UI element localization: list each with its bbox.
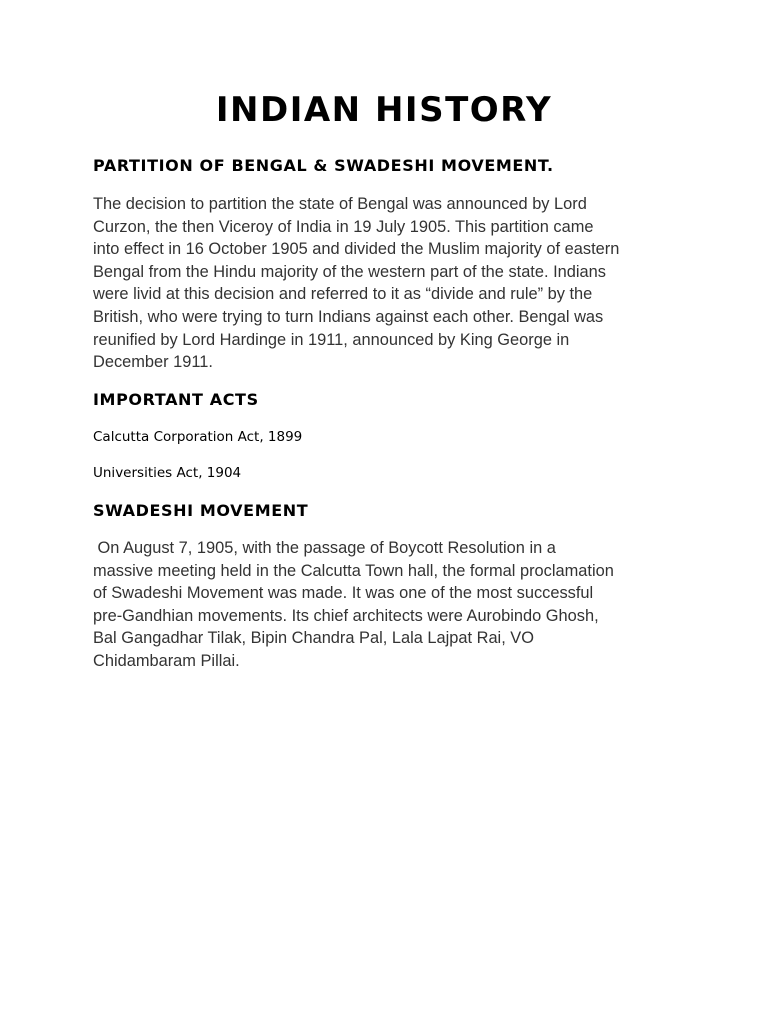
paragraph-line: reunified by Lord Hardinge in 1911, announced by King George in	[93, 330, 570, 349]
partition-paragraph	[93, 193, 683, 374]
paragraph-line: Bal Gangadhar Tilak, Bipin Chandra Pal, Lala Lajpat Rai, VO	[93, 629, 534, 648]
section-heading-partition-of-bengal: PARTITION OF BENGAL & SWADESHI MOVEMENT.	[93, 156, 554, 175]
paragraph-line: British, who were trying to turn Indians against each other. Bengal was	[93, 307, 604, 326]
paragraph-line: massive meeting held in the Calcutta Town hall, the formal proclamation	[93, 561, 614, 580]
swadeshi-paragraph	[93, 537, 683, 673]
paragraph-line: The decision to partition the state of Bengal was announced by Lord	[93, 195, 587, 213]
paragraph-line: were livid at this decision and referred to it as “divide and rule” by the	[93, 285, 593, 304]
paragraph-line: Bengal from the Hindu majority of the western part of the state. Indians	[93, 262, 606, 281]
paragraph-line: On August 7, 1905, with the passage of Boycott Resolution in a	[93, 539, 556, 557]
paragraph-line: Curzon, the then Viceroy of India in 19 July 1905. This partition came	[93, 217, 594, 236]
paragraph-line: into effect in 16 October 1905 and divided the Muslim majority of eastern	[93, 240, 620, 259]
paragraph-line: pre-Gandhian movements. Its chief architects were Aurobindo Ghosh,	[93, 606, 599, 625]
document-title: INDIAN HISTORY	[215, 90, 553, 130]
paragraph-line: Chidambaram Pillai.	[93, 651, 240, 670]
paragraph-line: December 1911.	[93, 353, 213, 372]
act-item-universities: Universities Act, 1904	[93, 465, 242, 481]
paragraph-line: of Swadeshi Movement was made. It was one of the most successful	[93, 584, 594, 603]
section-heading-swadeshi-movement: SWADESHI MOVEMENT	[93, 501, 309, 520]
act-item-calcutta-corporation: Calcutta Corporation Act, 1899	[93, 429, 303, 445]
section-heading-important-acts: IMPORTANT ACTS	[93, 390, 259, 409]
